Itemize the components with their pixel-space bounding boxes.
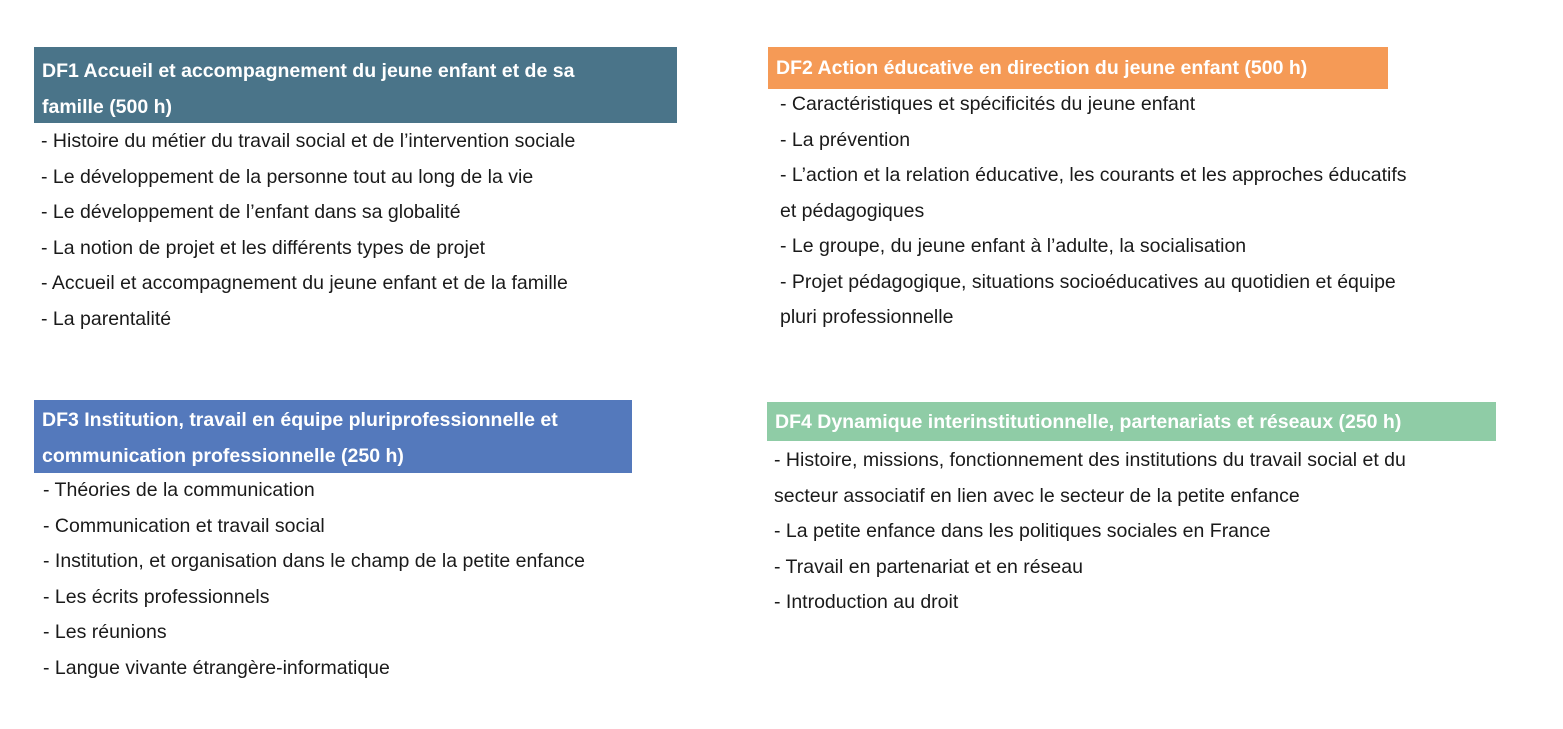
df1-title-line: famille (500 h) bbox=[42, 96, 173, 118]
df4-item-list bbox=[767, 443, 1496, 621]
list-item: - La parentalité bbox=[41, 307, 172, 330]
list-item: - Les écrits professionnels bbox=[43, 585, 270, 608]
df2-header bbox=[768, 47, 1388, 89]
df3-title-line: communication professionnelle (250 h) bbox=[42, 445, 404, 467]
list-item-line: - La petite enfance dans les politiques sociales en France bbox=[774, 520, 1271, 542]
domain-block-df3 bbox=[34, 400, 632, 686]
list-item: - Accueil et accompagnement du jeune enfant et de la famille bbox=[41, 272, 568, 294]
df2-title-line: DF2 Action éducative en direction du jeune enfant (500 h) bbox=[776, 57, 1308, 79]
df1-item-list bbox=[34, 124, 677, 337]
list-item bbox=[767, 443, 1496, 514]
list-item: - Les réunions bbox=[43, 621, 167, 643]
list-item-line: - Caractéristiques et spécificités du jeune enfant bbox=[780, 93, 1196, 115]
list-item bbox=[767, 585, 1496, 621]
df3-title-line: DF3 Institution, travail en équipe pluriprofessionnelle et bbox=[42, 409, 558, 431]
domain-block-df2 bbox=[768, 47, 1407, 336]
list-item-line: et pédagogiques bbox=[780, 199, 925, 222]
df1-header bbox=[34, 47, 677, 123]
list-item bbox=[768, 265, 1407, 336]
df3-header bbox=[34, 400, 632, 473]
list-item: - Communication et travail social bbox=[43, 514, 325, 537]
list-item bbox=[768, 158, 1407, 229]
list-item bbox=[767, 514, 1496, 550]
df2-item-list bbox=[768, 87, 1407, 336]
list-item-line: - Histoire, missions, fonctionnement des institutions du travail social et du bbox=[774, 449, 1406, 471]
list-item: - La notion de projet et les différents types de projet bbox=[41, 236, 486, 259]
df4-header bbox=[767, 402, 1496, 441]
list-item: - Langue vivante étrangère-informatique bbox=[43, 656, 390, 679]
list-item bbox=[768, 229, 1407, 265]
list-item-line: - Travail en partenariat et en réseau bbox=[774, 555, 1083, 578]
list-item: - Le développement de la personne tout au long de la vie bbox=[41, 165, 534, 188]
df3-item-list bbox=[34, 473, 632, 686]
list-item-line: - Le groupe, du jeune enfant à l’adulte, la socialisation bbox=[780, 235, 1247, 257]
df4-title-line: DF4 Dynamique interinstitutionnelle, partenariats et réseaux (250 h) bbox=[775, 411, 1402, 433]
list-item-line: - Introduction au droit bbox=[774, 591, 959, 613]
list-item bbox=[767, 550, 1496, 586]
list-item-line: pluri professionnelle bbox=[780, 306, 954, 328]
df1-title-line: DF1 Accueil et accompagnement du jeune enfant et de sa bbox=[42, 60, 575, 82]
list-item-line: - La prévention bbox=[780, 128, 911, 151]
domain-block-df1 bbox=[34, 47, 677, 337]
list-item: - Théories de la communication bbox=[43, 479, 315, 501]
domain-block-df4 bbox=[767, 402, 1496, 621]
list-item: - Le développement de l’enfant dans sa globalité bbox=[41, 201, 461, 223]
list-item: - Histoire du métier du travail social et de l’intervention sociale bbox=[41, 130, 576, 152]
list-item-line: - Projet pédagogique, situations socioéducatives au quotidien et équipe bbox=[780, 270, 1396, 293]
list-item-line: - L’action et la relation éducative, les courants et les approches éducatifs bbox=[780, 164, 1407, 186]
list-item: - Institution, et organisation dans le champ de la petite enfance bbox=[43, 550, 586, 572]
list-item bbox=[768, 123, 1407, 159]
list-item bbox=[768, 87, 1407, 123]
list-item-line: secteur associatif en lien avec le secteur de la petite enfance bbox=[774, 484, 1300, 507]
